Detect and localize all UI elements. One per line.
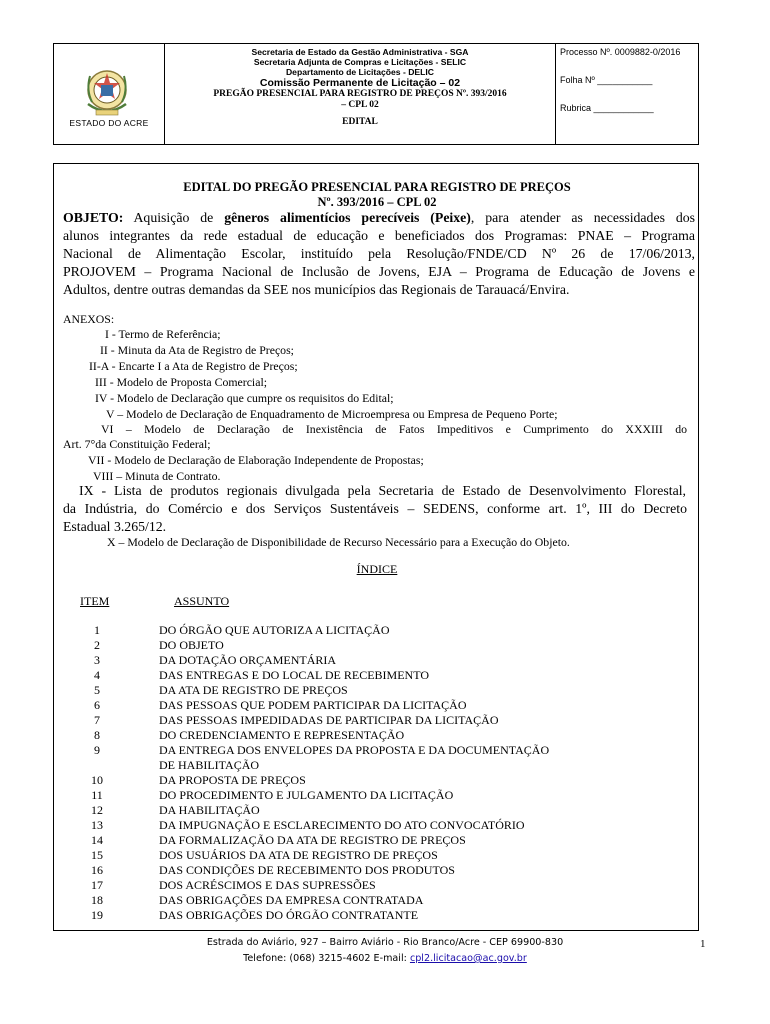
org-line-sga: Secretaria de Estado da Gestão Administrativa - SGA [251,47,469,57]
indice-item-number: 18 [91,893,103,907]
indice-item-number: 4 [94,668,100,682]
objeto-line-3: Nacional de Alimentação Escolar, instituído pela Resolução/FNDE/CD Nº 26 de 17/06/2013, [63,246,695,261]
footer-email-link[interactable]: cpl2.licitacao@ac.gov.br [409,953,527,964]
edital-body [53,163,699,931]
anexo-item: II-A - Encarte I a Ata de Registro de Preços; [89,359,298,373]
document-header [53,43,699,145]
org-line-delic: Departamento de Licitações - DELIC [285,67,435,77]
anexo-item: I - Termo de Referência; [105,327,221,341]
page-number: 1 [700,938,706,950]
doc-type: EDITAL [342,117,378,127]
indice-item-subject: DO ÓRGÃO QUE AUTORIZA A LICITAÇÃO [159,623,390,637]
anexo-ix-line-1: IX - Lista de produtos regionais divulgada pela Secretaria de Estado de Desenvolvimento Florestal, [79,483,686,498]
footer-address: Estrada do Aviário, 927 – Bairro Aviário - Rio Branco/Acre - CEP 69900-830 [206,937,564,948]
anexo-item: VIII – Minuta de Contrato. [93,469,221,483]
indice-item-subject: DA ENTREGA DOS ENVELOPES DA PROPOSTA E DA DOCUMENTAÇÃO [159,743,550,757]
objeto-line-4: PROJOVEM – Programa Nacional de Inclusão de Jovens, EJA – Programa de Educação de Jovens e [63,264,695,279]
objeto-line-1: OBJETO: Aquisição de gêneros alimentícios perecíveis (Peixe), para atender as necessidades dos [63,210,695,225]
footer-contact [0,953,770,964]
commission-name: Comissão Permanente de Licitação – 02 [259,77,461,89]
pregao-line-1: PREGÃO PRESENCIAL PARA REGISTRO DE PREÇOS Nº. 393/2016 [213,89,507,99]
indice-item-subject: DA DOTAÇÃO ORÇAMENTÁRIA [159,653,337,667]
footer-phone: Telefone: (068) 3215-4602 E-mail: [243,953,407,964]
indice-item-number: 16 [91,863,103,877]
indice-item-subject: DA FORMALIZAÇÃO DA ATA DE REGISTRO DE PREÇOS [159,833,466,847]
indice-item-subject: DAS PESSOAS QUE PODEM PARTICIPAR DA LICITAÇÃO [159,698,467,712]
state-label: ESTADO DO ACRE [69,118,149,128]
folha-field: Folha Nº ___________ [560,75,653,85]
indice-item-number: 13 [91,818,103,832]
processo-number: Processo Nº. 0009882-0/2016 [560,47,681,57]
anexo-item: VII - Modelo de Declaração de Elaboração Independente de Propostas; [88,453,424,467]
edital-title-1: EDITAL DO PREGÃO PRESENCIAL PARA REGISTRO DE PREÇOS [183,180,571,194]
anexo-item: IV - Modelo de Declaração que cumpre os requisitos do Edital; [95,391,394,405]
indice-item-subject: DA HABILITAÇÃO [159,803,260,817]
anexo-item: Art. 7°da Constituição Federal; [63,437,211,451]
anexo-ix-line-3: Estadual 3.265/12. [63,519,167,534]
indice-item-number: 6 [94,698,100,712]
edital-title-2: Nº. 393/2016 – CPL 02 [317,195,437,209]
anexo-item: VI – Modelo de Declaração de Inexistência de Fatos Impeditivos e Cumprimento do XXXIII do [101,422,687,436]
indice-item-subject: DA IMPUGNAÇÃO E ESCLARECIMENTO DO ATO CONVOCATÓRIO [159,818,525,832]
anexos-label: ANEXOS: [63,312,115,326]
header-process-cell [556,44,698,144]
anexo-item: II - Minuta da Ata de Registro de Preços; [100,343,294,357]
indice-item-number: 15 [91,848,103,862]
indice-item-subject: DO CREDENCIAMENTO E REPRESENTAÇÃO [159,728,405,742]
indice-item-subject: DAS PESSOAS IMPEDIDADAS DE PARTICIPAR DA LICITAÇÃO [159,713,499,727]
indice-item-number: 9 [94,743,100,757]
indice-item-number: 1 [94,623,100,637]
indice-item-number: 19 [91,908,103,922]
indice-item-number: 3 [94,653,100,667]
indice-item-subject: DOS USUÁRIOS DA ATA DE REGISTRO DE PREÇOS [159,848,438,862]
indice-col-assunto: ASSUNTO [174,594,230,608]
indice-item-number: 10 [91,773,103,787]
indice-item-number: 5 [94,683,100,697]
objeto-highlight: gêneros alimentícios perecíveis (Peixe) [224,210,471,225]
objeto-label: OBJETO: [63,210,124,225]
indice-item-number: 8 [94,728,100,742]
indice-item-subject: DO OBJETO [159,638,224,652]
indice-item-number: 12 [91,803,103,817]
indice-item-subject: DOS ACRÉSCIMOS E DAS SUPRESSÕES [159,878,376,892]
indice-item-number: 17 [91,878,103,892]
indice-item-subject: DA ATA DE REGISTRO DE PREÇOS [159,683,348,697]
rubrica-field: Rubrica ____________ [560,103,654,113]
indice-item-subject: DA PROPOSTA DE PREÇOS [159,773,306,787]
anexo-ix-line-2: da Indústria, do Comércio e dos Serviços Sustentáveis – SEDENS, conforme art. 1º, III do Decreto [63,501,687,516]
indice-item-subject: DO PROCEDIMENTO E JULGAMENTO DA LICITAÇÃO [159,788,454,802]
anexo-x-item: X – Modelo de Declaração de Disponibilidade de Recurso Necessário para a Execução do Objeto. [107,535,570,549]
header-title-cell [165,44,556,144]
objeto-line-2: alunos integrantes da rede estadual de educação e beneficiados dos Programas: PNAE – Programa [63,228,695,243]
org-line-selic: Secretaria Adjunta de Compras e Licitações - SELIC [253,57,467,67]
indice-item-subject: DAS CONDIÇÕES DE RECEBIMENTO DOS PRODUTOS [159,863,455,877]
indice-title: ÍNDICE [356,562,398,576]
indice-item-subject: DAS OBRIGAÇÕES DO ÓRGÃO CONTRATANTE [159,908,419,922]
indice-item-number: 14 [91,833,103,847]
anexo-item: III - Modelo de Proposta Comercial; [95,375,267,389]
indice-item-subject: DAS OBRIGAÇÕES DA EMPRESA CONTRATADA [159,893,424,907]
header-logo-cell [54,44,165,144]
indice-col-item: ITEM [80,594,110,608]
indice-item-number: 7 [94,713,100,727]
anexo-item: V – Modelo de Declaração de Enquadramento de Microempresa ou Empresa de Pequeno Porte; [106,407,558,421]
state-seal-icon [82,64,132,122]
pregao-line-2: – CPL 02 [341,100,379,110]
indice-item-subject: DE HABILITAÇÃO [159,758,260,772]
indice-item-subject: DAS ENTREGAS E DO LOCAL DE RECEBIMENTO [159,668,429,682]
objeto-line-5: Adultos, dentre outras demandas da SEE nos municípios das Regionais de Tarauacá/Envira. [63,282,570,297]
indice-item-number: 11 [91,788,103,802]
indice-item-number: 2 [94,638,100,652]
